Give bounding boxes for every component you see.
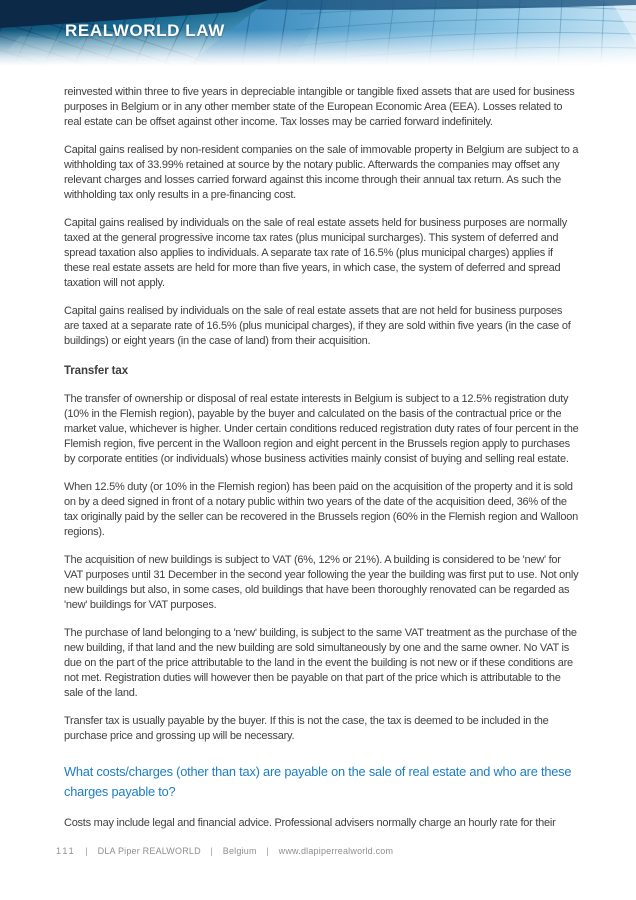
footer-brand: DLA Piper REALWORLD: [97, 846, 201, 856]
paragraph-individuals-nonbusiness: Capital gains realised by individuals on the sale of real estate assets that are not held for business purposes are taxed at a separate rate of 16.5% (plus municipal charges), if they are sold within five years (in the case of buildings) or eight years (in the case of land) from their acquisition.: [64, 305, 571, 347]
paragraph-transfer-tax-payable: Transfer tax is usually payable by the buyer. If this is not the case, the tax is deemed to be included in the purchase price and grossing up will be necessary.: [64, 715, 549, 742]
footer-country: Belgium: [222, 846, 257, 856]
paragraph-registration-duty: The transfer of ownership or disposal of real estate interests in Belgium is subject to a 12.5% registration duty (10% in the Flemish region), payable by the buyer and calculated on the basis of the contractual price or the market value, whichever is higher. Under certain conditions reduced registration duty rates of four percent in the Flemish region, five percent in the Walloon region and eight percent in the Brussels region apply to purchases by corporate entities (or individuals) whose business activities mainly consist of buying and selling real estate.: [64, 393, 579, 465]
paragraph-nonresident-withholding: Capital gains realised by non-resident companies on the sale of immovable property in Belgium are subject to a withholding tax of 33.99% retained at source by the notary public. Afterwards the companies may offset any relevant charges and losses carried forward against this income through their annual tax return. As such the withholding tax only results in a pre-financing cost.: [64, 144, 579, 201]
brand-title: REALWORLD LAW: [65, 21, 225, 40]
paragraph-capital-gains-reinvested: reinvested within three to five years in depreciable intangible or tangible fixed assets that are used for business purposes in Belgium or in any other member state of the European Economic Area (EEA). Losses related to real estate can be offset against other income. Tax losses may be carried forward indefinitely.: [64, 86, 575, 128]
page-number: 111: [56, 846, 76, 856]
footer-separator: |: [266, 846, 269, 856]
paragraph-duty-recovery: When 12.5% duty (or 10% in the Flemish region) has been paid on the acquisition of the property and it is sold on by a deed signed in front of a notary public within two years of the date of the acquisition deed, 36% of the tax originally paid by the seller can be recovered in the Brussels region (60% in the Flemish region and Walloon regions).: [64, 481, 578, 538]
footer-website: www.dlapiperrealworld.com: [278, 846, 394, 856]
section-heading-transfer-tax: Transfer tax: [64, 365, 128, 377]
paragraph-costs-advice: Costs may include legal and financial advice. Professional advisers normally charge an hourly rate for their: [64, 817, 556, 829]
footer-separator: |: [85, 846, 88, 856]
paragraph-individuals-business: Capital gains realised by individuals on the sale of real estate assets held for business purposes are normally taxed at the general progressive income tax rates (plus municipal surcharges). This system of deferred and spread taxation also applies to individuals. A separate tax rate of 16.5% (plus municipal charges) applies if these real estate assets are held for more than five years, in which case, the system of deferred and spread taxation will not apply.: [64, 217, 567, 289]
question-heading-costs-charges: What costs/charges (other than tax) are payable on the sale of real estate and who are these charges payable to?: [64, 764, 572, 799]
header-banner: [0, 0, 636, 66]
document-content: [64, 85, 580, 844]
page-footer: [56, 846, 393, 856]
paragraph-land-vat-treatment: The purchase of land belonging to a 'new' building, is subject to the same VAT treatment as the purchase of the new building, if that land and the new building are sold simultaneously by one and the same owner. No VAT is due on the part of the price attributable to the land in the event the building is not new or if these conditions are not met. Registration duties will however then be payable on that part of the price which is attributable to the sale of the land.: [64, 627, 577, 699]
footer-separator: |: [210, 846, 214, 856]
paragraph-vat-new-buildings: The acquisition of new buildings is subject to VAT (6%, 12% or 21%). A building is considered to be 'new' for VAT purposes until 31 December in the second year following the year the building was first put to use. Not only new buildings but also, in some cases, old buildings that have been thoroughly renovated can be regarded as 'new' buildings for VAT purposes.: [64, 554, 579, 611]
